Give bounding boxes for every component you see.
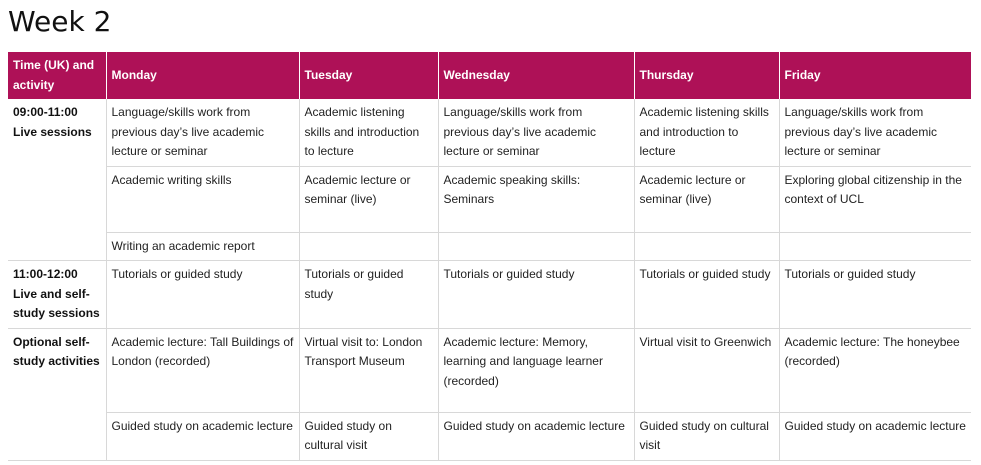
header-thursday: Thursday <box>634 52 779 99</box>
table-cell-friday: Academic lecture: The honeybee (recorded) <box>779 328 971 412</box>
table-row <box>8 261 971 329</box>
table-row <box>8 166 971 232</box>
row-label-live-self-study: 11:00-12:00 Live and self-study sessions <box>8 261 106 329</box>
row-label-optional-self-study: Optional self-study activities <box>8 328 106 460</box>
table-cell-friday: Language/skills work from previous day’s live academic lecture or seminar <box>779 99 971 166</box>
table-cell-monday: Academic writing skills <box>106 166 299 232</box>
table-cell-friday: Exploring global citizenship in the context of UCL <box>779 166 971 232</box>
header-wednesday: Wednesday <box>438 52 634 99</box>
table-cell-tuesday: Academic listening skills and introduction to lecture <box>299 99 438 166</box>
page-title: Week 2 <box>8 5 112 38</box>
table-cell-wednesday: Language/skills work from previous day’s live academic lecture or seminar <box>438 99 634 166</box>
table-cell-tuesday: Guided study on cultural visit <box>299 412 438 460</box>
table-cell-friday: Tutorials or guided study <box>779 261 971 329</box>
week-schedule-table <box>8 52 971 461</box>
table-cell-monday: Writing an academic report <box>106 232 299 261</box>
table-cell-wednesday-empty <box>438 232 634 261</box>
table-cell-thursday: Virtual visit to Greenwich <box>634 328 779 412</box>
header-time-activity: Time (UK) and activity <box>8 52 106 99</box>
table-cell-wednesday: Academic speaking skills: Seminars <box>438 166 634 232</box>
table-cell-thursday: Academic listening skills and introduction to lecture <box>634 99 779 166</box>
table-cell-wednesday: Guided study on academic lecture <box>438 412 634 460</box>
header-friday: Friday <box>779 52 971 99</box>
table-cell-wednesday: Tutorials or guided study <box>438 261 634 329</box>
table-cell-monday: Academic lecture: Tall Buildings of London (recorded) <box>106 328 299 412</box>
header-tuesday: Tuesday <box>299 52 438 99</box>
table-cell-monday: Guided study on academic lecture <box>106 412 299 460</box>
table-cell-friday: Guided study on academic lecture <box>779 412 971 460</box>
table-row <box>8 412 971 460</box>
table-cell-tuesday: Tutorials or guided study <box>299 261 438 329</box>
table-cell-thursday: Tutorials or guided study <box>634 261 779 329</box>
table-cell-monday: Language/skills work from previous day’s live academic lecture or seminar <box>106 99 299 166</box>
table-cell-thursday: Guided study on cultural visit <box>634 412 779 460</box>
table-row <box>8 328 971 412</box>
table-cell-tuesday-empty <box>299 232 438 261</box>
table-cell-tuesday: Academic lecture or seminar (live) <box>299 166 438 232</box>
row-label-live-sessions: 09:00-11:00 Live sessions <box>8 99 106 261</box>
table-cell-friday-empty <box>779 232 971 261</box>
table-cell-thursday-empty <box>634 232 779 261</box>
table-header-row <box>8 52 971 99</box>
table-cell-monday: Tutorials or guided study <box>106 261 299 329</box>
table-cell-wednesday: Academic lecture: Memory, learning and language learner (recorded) <box>438 328 634 412</box>
table-row <box>8 99 971 166</box>
header-monday: Monday <box>106 52 299 99</box>
table-cell-thursday: Academic lecture or seminar (live) <box>634 166 779 232</box>
table-cell-tuesday: Virtual visit to: London Transport Museum <box>299 328 438 412</box>
table-row <box>8 232 971 261</box>
